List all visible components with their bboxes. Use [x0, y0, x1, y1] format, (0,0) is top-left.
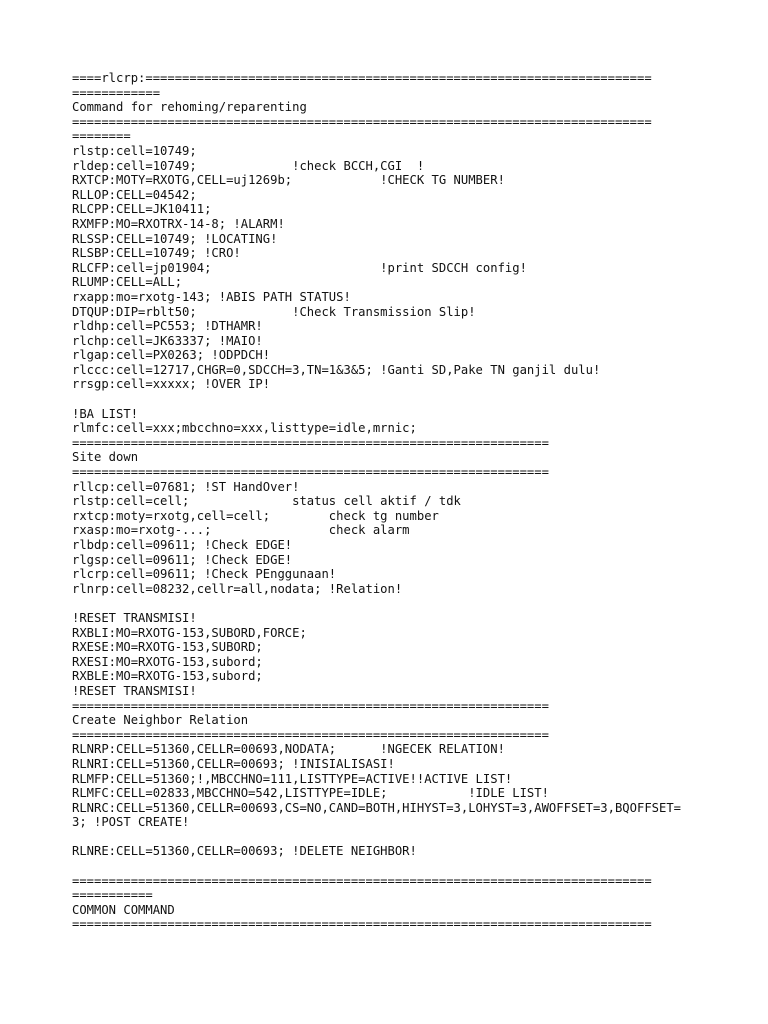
document-page — [72, 71, 722, 932]
command-line: rlgsp:cell=09611; !Check EDGE! — [72, 552, 293, 567]
command-line: rlstp:cell=cell; status cell aktif / tdk — [72, 494, 461, 509]
command-line: RLCFP:cell=jp01904; !print SDCCH config! — [72, 260, 527, 275]
command-line: RXESE:MO=RXOTG-153,SUBORD; — [72, 640, 263, 655]
blank-line — [72, 392, 722, 407]
command-line: rlstp:cell=10749; — [72, 143, 197, 158]
command-line: rlcrp:cell=09611; !Check PEnggunaan! — [72, 567, 337, 582]
blank-line — [72, 859, 722, 874]
separator-line: ================================================================= — [72, 698, 549, 713]
command-line: rrsgp:cell=xxxxx; !OVER IP! — [72, 377, 271, 392]
command-line: RLMFP:CELL=51360;!,MBCCHNO=111,LISTTYPE=ACTIVE!!ACTIVE LIST! — [72, 771, 513, 786]
command-line: rlgap:cell=PX0263; !ODPDCH! — [72, 348, 271, 363]
command-line: rldhp:cell=PC553; !DTHAMR! — [72, 319, 263, 334]
blank-line — [72, 596, 722, 611]
command-line: RXTCP:MOTY=RXOTG,CELL=uj1269b; !CHECK TG NUMBER! — [72, 173, 505, 188]
separator-line: ============ — [72, 85, 161, 100]
command-line: rldep:cell=10749; !check BCCH,CGI ! — [72, 158, 425, 173]
section-heading: Create Neighbor Relation — [72, 713, 249, 728]
blank-line — [72, 830, 722, 845]
command-line: RLNRE:CELL=51360,CELLR=00693; !DELETE NEIGHBOR! — [72, 844, 417, 859]
command-line: rlnrp:cell=08232,cellr=all,nodata; !Relation! — [72, 581, 403, 596]
command-line: rxasp:mo=rxotg-...; check alarm — [72, 523, 410, 538]
separator-line: ================================================================= — [72, 465, 549, 480]
command-line: RLLOP:CELL=04542; — [72, 187, 197, 202]
separator-line: ================================================================= — [72, 435, 549, 450]
command-line: rlccc:cell=12717,CHGR=0,SDCCH=3,TN=1&3&5; !Ganti SD,Pake TN ganjil dulu! — [72, 362, 601, 377]
command-line: rlchp:cell=JK63337; !MAIO! — [72, 333, 263, 348]
section-heading: Command for rehoming/reparenting — [72, 100, 307, 115]
section-heading: COMMON COMMAND — [72, 902, 175, 917]
command-line: rlmfc:cell=xxx;mbcchno=xxx,listtype=idle,mrnic; — [72, 421, 417, 436]
command-line: rllcp:cell=07681; !ST HandOver! — [72, 479, 300, 494]
command-line: RLNRC:CELL=51360,CELLR=00693,CS=NO,CAND=BOTH,HIHYST=3,LOHYST=3,AWOFFSET=3,BQOFFSET= — [72, 800, 682, 815]
separator-line: =============================================================================== — [72, 873, 652, 888]
command-line: RLUMP:CELL=ALL; — [72, 275, 183, 290]
separator-line: =============================================================================== — [72, 917, 652, 932]
command-line: 3; !POST CREATE! — [72, 815, 190, 830]
comment-line: !RESET TRANSMISI! — [72, 610, 197, 625]
command-line: rxtcp:moty=rxotg,cell=cell; check tg number — [72, 508, 439, 523]
separator-line: =============================================================================== — [72, 114, 652, 129]
separator-line: ====rlcrp:===================================================================== — [72, 71, 652, 85]
command-line: RLMFC:CELL=02833,MBCCHNO=542,LISTTYPE=IDLE; !IDLE LIST! — [72, 786, 549, 801]
command-line: RLNRI:CELL=51360,CELLR=00693; !INISIALISASI! — [72, 756, 395, 771]
command-line: RXMFP:MO=RXOTRX-14-8; !ALARM! — [72, 216, 285, 231]
command-line: RLCPP:CELL=JK10411; — [72, 202, 212, 217]
command-line: RLSBP:CELL=10749; !CRO! — [72, 246, 241, 261]
separator-line: =========== — [72, 888, 153, 903]
comment-line: !RESET TRANSMISI! — [72, 683, 197, 698]
command-line: rxapp:mo=rxotg-143; !ABIS PATH STATUS! — [72, 289, 351, 304]
command-line: RXBLI:MO=RXOTG-153,SUBORD,FORCE; — [72, 625, 307, 640]
command-line: rlbdp:cell=09611; !Check EDGE! — [72, 538, 293, 552]
separator-line: ================================================================= — [72, 727, 549, 742]
command-line: RXBLE:MO=RXOTG-153,subord; — [72, 669, 263, 684]
command-line: RXESI:MO=RXOTG-153,subord; — [72, 654, 263, 669]
command-line: RLSSP:CELL=10749; !LOCATING! — [72, 231, 278, 246]
comment-line: !BA LIST! — [72, 406, 139, 421]
command-line: RLNRP:CELL=51360,CELLR=00693,NODATA; !NGECEK RELATION! — [72, 742, 505, 757]
command-line: DTQUP:DIP=rblt50; !Check Transmission Slip! — [72, 304, 476, 319]
section-heading: Site down — [72, 450, 139, 465]
separator-line: ======== — [72, 129, 131, 144]
